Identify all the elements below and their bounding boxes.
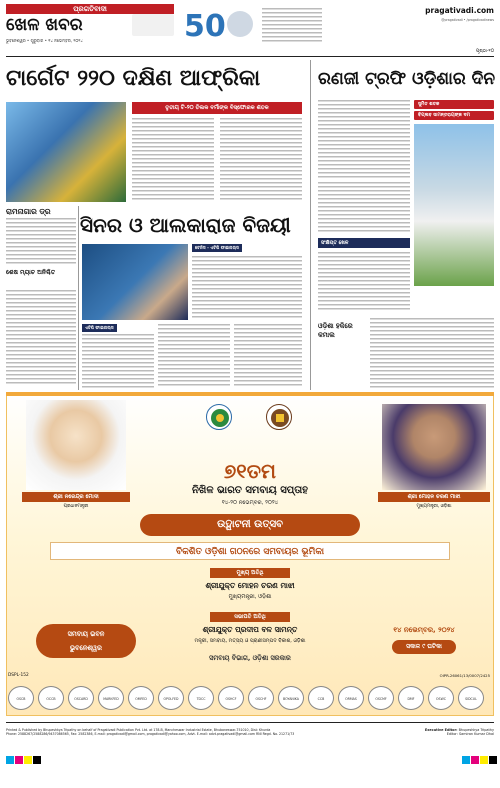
editor-credits [392,728,494,750]
president-name: ଶ୍ରୀଯୁକ୍ତ ପ୍ରଦୀପ ବଳ ସାମନ୍ତ [202,625,298,634]
sponsor-logo: BOYANIKA [278,686,304,710]
editor-name: Bhupeshkya Tripathy [458,728,494,732]
president-role: ମନ୍ତ୍ରୀ, ସମବାୟ, ମତ୍ସ୍ୟ ଓ ପ୍ରାଣୀସମ୍ପଦ ବିକାଶ, ଓଡ଼ିଶା [194,638,306,644]
main-subheadline: ତୃତୀୟ ଟି-୨୦ ତିଲକ ବର୍ମାଙ୍କ ବିସ୍ଫୋରକ ଶତକ [132,102,302,114]
venue-badge [36,624,136,658]
launch-title: ଉଦ୍ଘାଟନୀ ଉତ୍ସବ [140,514,360,536]
editor-title: Editor: Samiran Kumar Dhal [446,732,494,737]
edition-number: ୭୧ତମ [224,459,276,483]
imprint-printer: Printed & Published by Bhupeshkya Tripathy on behalf of Pragativadi Publication Pvt. Ltd. at 178-B, Mancheswar Industrial Estate, Bhubaneswar-751010, Dist: Khurda [6,728,271,732]
section-title: ଖେଳ ଖବର [6,15,83,35]
article-text [82,334,154,388]
article-text [318,182,410,234]
sponsor-logo: OCCB [38,686,64,710]
masthead-notice [262,8,322,42]
pm-role: ପ୍ରଧାନମନ୍ତ୍ରୀ [63,504,89,509]
cricket-photo [6,102,126,202]
masthead-strip [132,14,174,36]
sponsor-logo: DMF [398,686,424,710]
president-label: ସଭାପତି ଅତିଥି [210,612,290,622]
tennis-photo [82,244,188,320]
sponsor-logo: OSCHF [248,686,274,710]
ranji-tag: ସୁମିତ ଶତକ [414,100,494,109]
website-link[interactable]: pragativadi.com [425,6,494,15]
sponsor-logo: OSCMF [368,686,394,710]
dateline: ଭୁବନେଶ୍ୱର • ଗୁରୁବାର • ୧୪ ନଭେମ୍ବର, ୨୦୨୪ [6,38,83,43]
editor-photo-icon [227,11,253,37]
sponsor-logo: ORMAS [338,686,364,710]
social-handles[interactable]: @pragativadi • /pragativadinews [441,18,494,22]
sponsor-logo: TDCC [188,686,214,710]
divider [6,722,494,723]
article-text [158,324,230,388]
ranji-headline: ରଣଜୀ ଟ୍ରଫି ଓଡ଼ିଶାର ଦିନ [318,69,496,89]
brief-text [6,290,76,386]
imprint-contact: Phone: 2588267/2588286/9437086565, Fax: 2582386, E-mail: pragativadi@gmail.com, pragativadi@yahoo.com, Advt. E-mail: advt.pragativadi@gmail.com RNI Regd. No. 21271/73 [6,732,295,737]
event-time: ସକାଳ ୯ ଘଟିକା [392,640,456,654]
batsman-photo [414,124,494,286]
brief-title: ରାମନାଗାର ଡ୍ର [6,207,51,216]
chief-guest-role: ମୁଖ୍ୟମନ୍ତ୍ରୀ, ଓଡ଼ିଶା [228,594,272,600]
article-text [318,100,410,180]
article-text [132,118,214,202]
sponsor-logo: MARKFED [98,686,124,710]
ranji-tag: ବିପ୍ଲବ ସାମନ୍ତରାୟଙ୍କ ଦମ [414,111,494,120]
sankhipta-header: ସଂକ୍ଷିପ୍ତ ଖେଳ [318,238,410,248]
article-text [192,256,302,320]
tennis-headline: ସିନର ଓ ଆଲକାରାଜ ବିଜୟୀ [80,213,291,237]
sponsor-logo: OMFED [128,686,154,710]
publisher-name: ପ୍ରଗତିବାଦୀ [6,4,174,14]
anniversary-logo [178,4,256,44]
color-registration-bar [462,756,497,764]
sponsor-logo: OSHCF [218,686,244,710]
week-dates: ୧୪-୨୦ ନଭେମ୍ବର, ୨୦୨୪ [221,500,279,506]
cm-role: ମୁଖ୍ୟମନ୍ତ୍ରୀ, ଓଡ଼ିଶା [416,504,452,509]
brief-title: ଶେଷ ମ୍ୟାଚ ଅନିଶ୍ଚିତ [6,269,56,276]
brief-title: ଓଡ଼ିଶା ହକିରେ କମାଲ [318,322,353,339]
odisha-emblem-icon [266,404,292,430]
imprint [6,728,390,750]
column-rule [310,60,311,390]
chief-guest-name: ଶ୍ରୀଯୁକ୍ତ ମୋହନ ଚରଣ ମାଝୀ [205,581,295,590]
cm-name: ଶ୍ରୀ ମୋହନ ଚରଣ ମାଝୀ [378,492,490,502]
article-text [370,318,494,388]
sponsor-logo: SIDCUL [458,686,484,710]
atp-tag: ଏଟିପି ଫାଇନାଲ୍ସ [82,324,117,332]
event-date: ୧୪ ନଭେମ୍ବର, ୨୦୨୪ [393,626,455,634]
week-title: ନିଖିଳ ଭାରତ ସମବାୟ ସପ୍ତାହ [191,485,309,496]
anniversary-number: 50 [184,9,226,44]
theme-banner: ବିକଶିତ ଓଡ଼ିଶା ଗଠନରେ ସମବାୟର ଭୂମିକା [50,542,450,560]
main-headline: ଟାର୍ଗେଟ ୨୨୦ ଦକ୍ଷିଣ ଆଫ୍ରିକା [6,66,261,91]
dspl-code: DSPL-152 [8,673,29,678]
pm-name: ଶ୍ରୀ ନରେନ୍ଦ୍ର ମୋଦୀ [22,492,130,502]
brief-text [6,218,76,264]
chief-guest-label: ମୁଖ୍ୟ ଅତିଥି [210,568,290,578]
page-number: ପୃଷ୍ଠା-୧୦ [476,49,494,54]
color-registration-bar [6,756,41,764]
sponsor-logo: CCB [308,686,334,710]
brief-text [318,252,410,312]
sponsor-logo: OSCB [8,686,34,710]
editor-label: Executive Editor: [424,728,458,732]
sponsor-logo: OSCARD [68,686,94,710]
sponsor-logo: OSWC [428,686,454,710]
column-rule [78,206,79,390]
venue-line: ସମବାୟ ଭବନ [67,630,105,638]
cm-photo [382,404,486,490]
divider [6,56,494,57]
department: ସମବାୟ ବିଭାଗ, ଓଡ଼ିଶା ସରକାର [209,654,291,662]
sponsor-logos [8,684,492,712]
cooperative-logo-icon [206,404,232,430]
ad-top-band [6,392,494,396]
venue-line: ଭୁବନେଶ୍ୱର [70,644,102,652]
article-text [234,324,302,388]
sponsor-logo: OPOLFED [158,686,184,710]
pm-photo [26,400,126,490]
tennis-tag: ଟେନିସ - ଏଟିପି ଫାଇନାଲ୍ସ [192,244,242,252]
article-text [220,118,302,202]
oipr-code: OIPR-26061/13/0007/2425 [439,673,490,678]
